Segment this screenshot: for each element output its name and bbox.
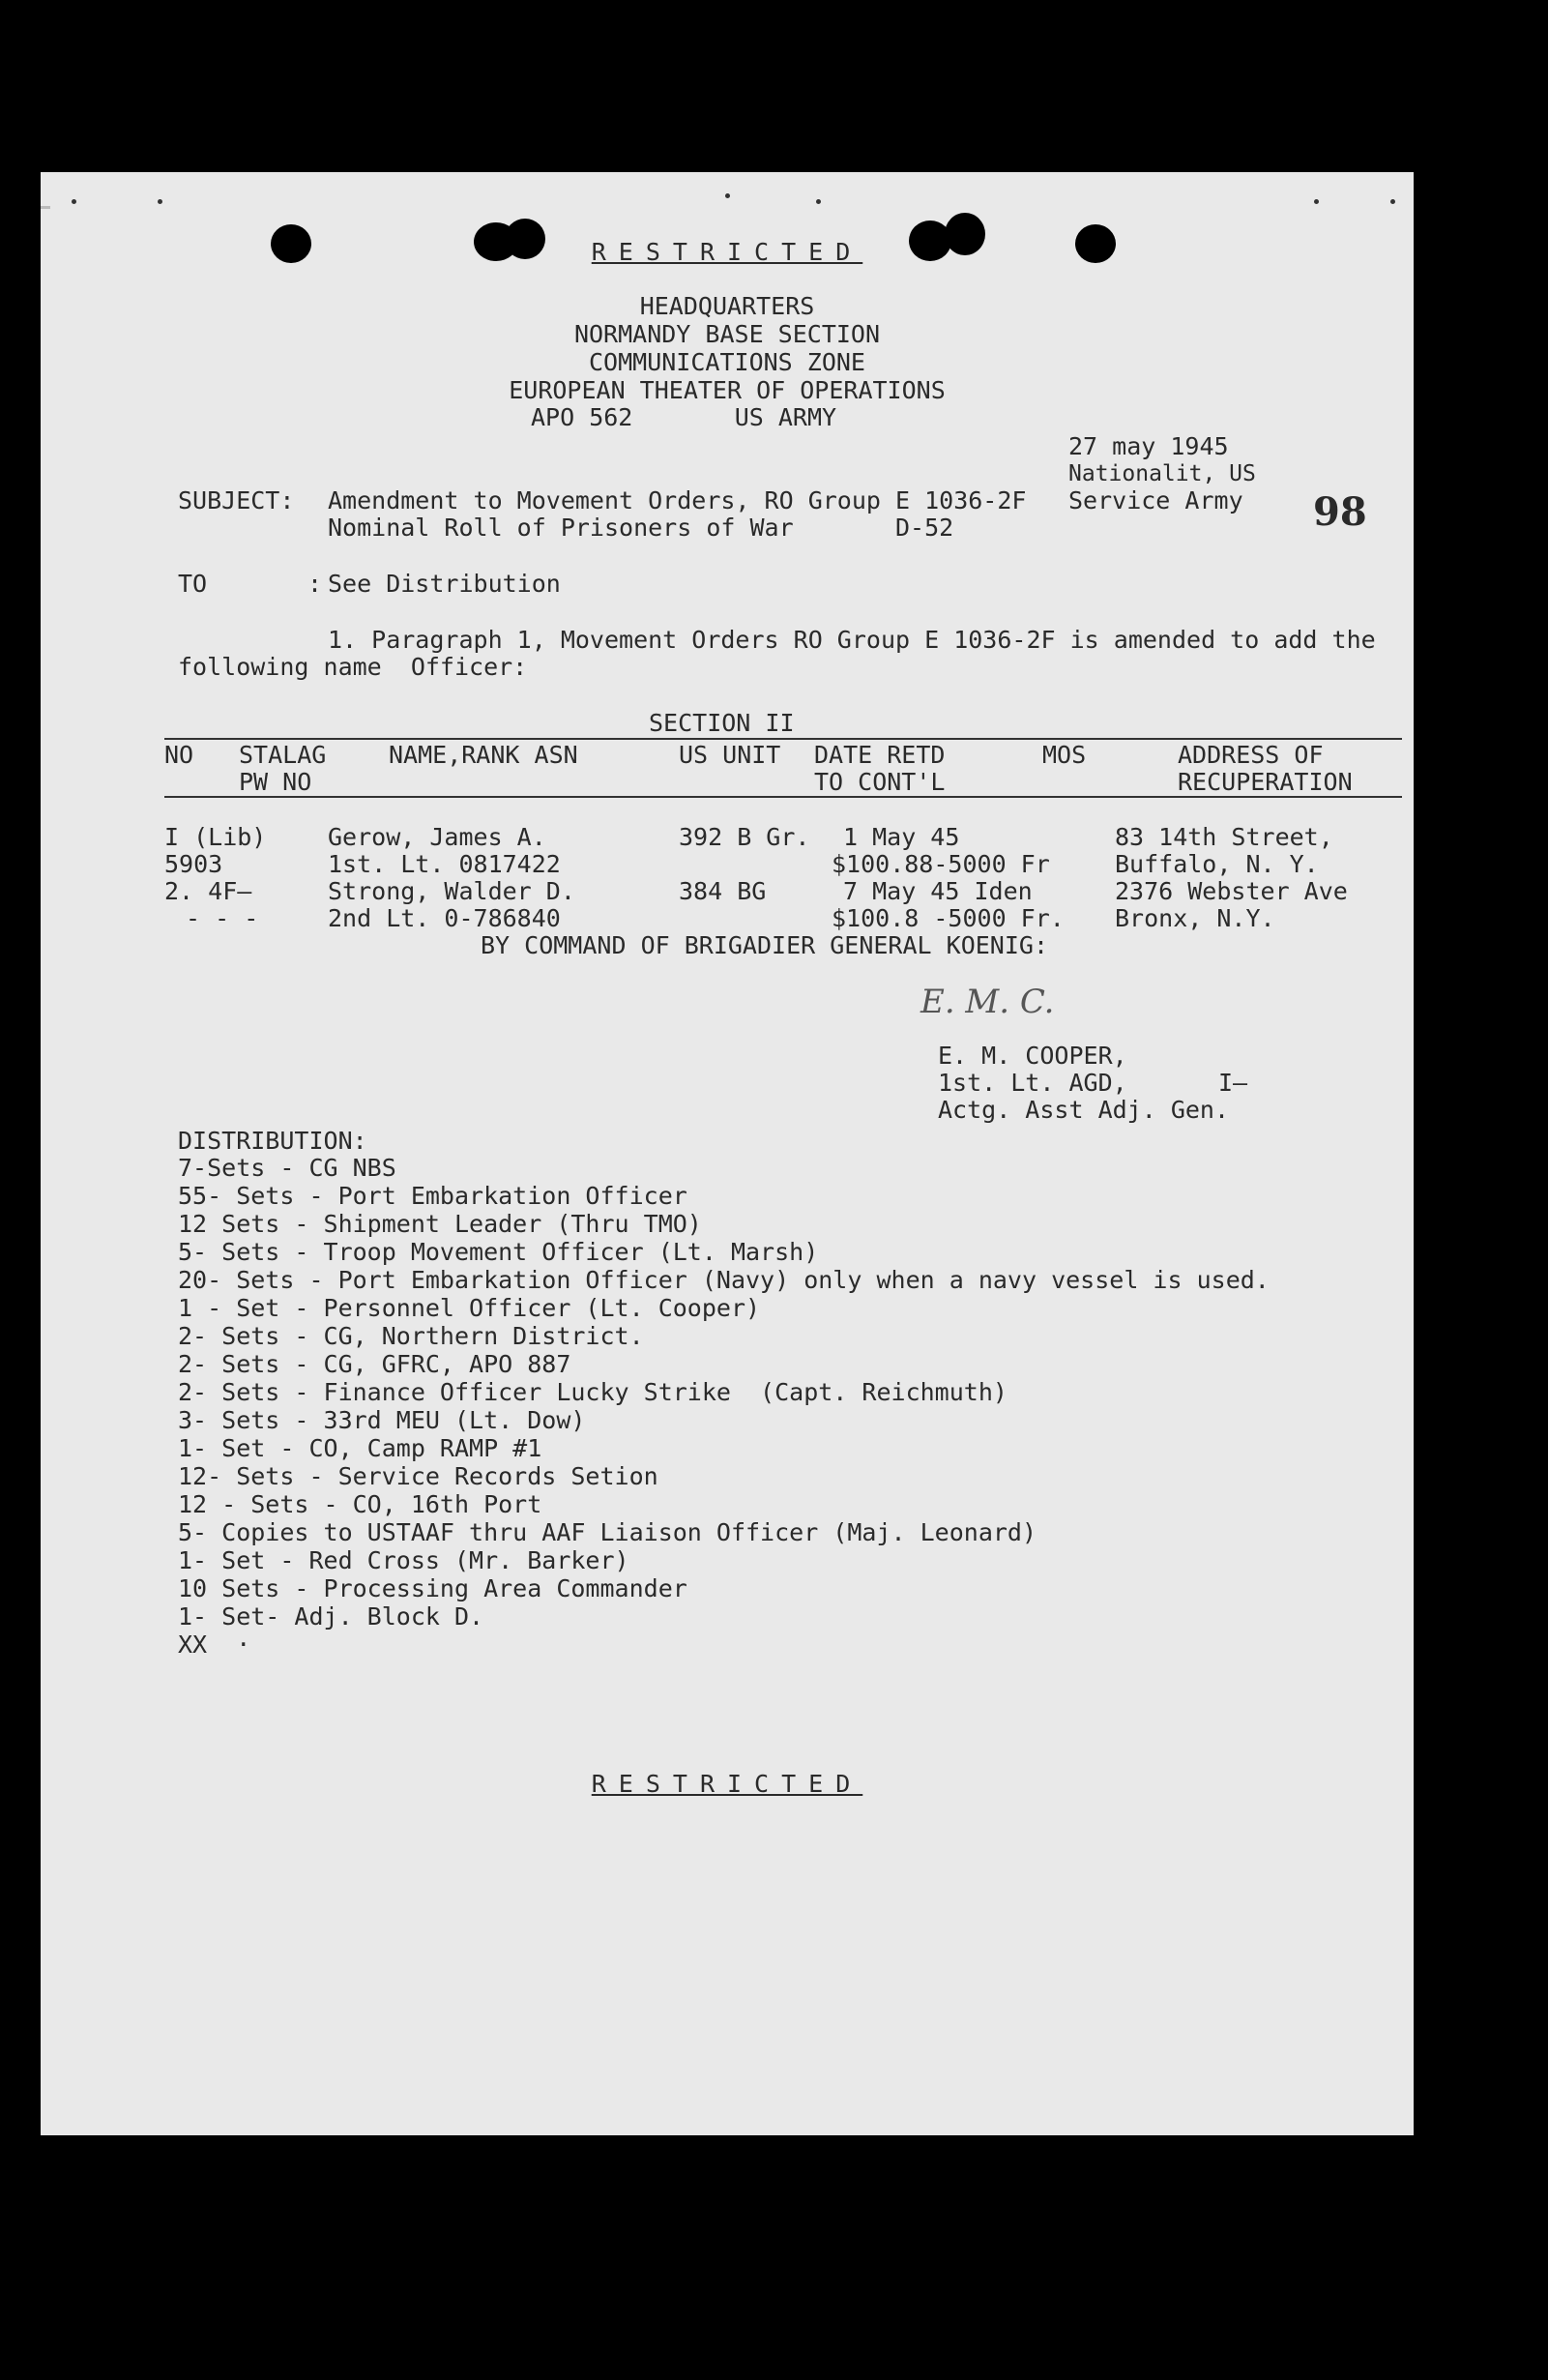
col-header-address: ADDRESS OF <box>1178 741 1324 769</box>
table-cell: 83 14th Street, <box>1115 823 1333 851</box>
subject-line: Amendment to Movement Orders, RO Group E 1036-2F <box>328 486 1027 514</box>
table-cell: 5903 <box>164 850 223 878</box>
distribution-title: DISTRIBUTION: <box>178 1127 367 1155</box>
speck <box>1314 199 1319 204</box>
distribution-item: 7-Sets - CG NBS <box>178 1154 396 1182</box>
distribution-item: 12- Sets - Service Records Setion <box>178 1462 658 1490</box>
table-cell: I (Lib) <box>164 823 267 851</box>
apo-line: APO 562 US ARMY <box>531 403 837 431</box>
table-cell: Buffalo, N. Y. <box>1115 850 1319 878</box>
col-header-stalag: STALAG <box>239 741 327 769</box>
distribution-item: 5- Sets - Troop Movement Officer (Lt. Marsh) <box>178 1238 819 1266</box>
signature-scrawl: E. M. C. <box>920 983 1055 1021</box>
col-header-unit: US UNIT <box>679 741 781 769</box>
date: 27 may 1945 <box>1068 432 1229 460</box>
speck <box>1390 199 1395 204</box>
table-cell: - - - <box>186 904 259 932</box>
col-header-name: NAME,RANK ASN <box>389 741 578 769</box>
table-cell: $100.8 -5000 Fr. <box>832 904 1065 932</box>
org-line: EUROPEAN THEATER OF OPERATIONS <box>509 376 946 404</box>
speck <box>725 193 730 198</box>
table-cell: Gerow, James A. <box>328 823 546 851</box>
distribution-item: 1- Set - CO, Camp RAMP #1 <box>178 1434 542 1462</box>
table-cell: 2376 Webster Ave <box>1115 877 1348 905</box>
org-line: COMMUNICATIONS ZONE <box>589 348 865 376</box>
distribution-item: 55- Sets - Port Embarkation Officer <box>178 1182 687 1210</box>
page-number: 98 <box>1313 489 1367 535</box>
distribution-item: 1 - Set - Personnel Officer (Lt. Cooper) <box>178 1294 761 1322</box>
col-header-cont: TO CONT'L <box>814 768 946 796</box>
section-title: SECTION II <box>649 709 795 737</box>
service: Service Army <box>1068 486 1243 514</box>
col-header-mos: MOS <box>1042 741 1087 769</box>
org-line: NORMANDY BASE SECTION <box>573 320 881 348</box>
distribution-item: 20- Sets - Port Embarkation Officer (Navy) only when a navy vessel is used. <box>178 1266 1270 1294</box>
table-cell: 392 B Gr. <box>679 823 810 851</box>
classification-bottom: RESTRICTED <box>591 1770 863 1798</box>
to-label: TO <box>178 570 208 598</box>
table-cell: 384 BG <box>679 877 767 905</box>
col-header-no: NO <box>164 741 194 769</box>
org-line: HEADQUARTERS <box>639 292 815 320</box>
distribution-item: 10 Sets - Processing Area Commander <box>178 1574 687 1602</box>
table-cell: Bronx, N.Y. <box>1115 904 1275 932</box>
distribution-item: 12 Sets - Shipment Leader (Thru TMO) <box>178 1210 702 1238</box>
document-page <box>41 172 1414 2135</box>
col-header-pw-no: PW NO <box>239 768 312 796</box>
table-rule <box>164 738 1402 740</box>
subject-label: SUBJECT: <box>178 486 295 514</box>
paragraph-line: following name Officer: <box>178 653 528 681</box>
distribution-item: 1- Set- Adj. Block D. <box>178 1602 484 1631</box>
table-cell: 1st. Lt. 0817422 <box>328 850 561 878</box>
speck <box>72 199 76 204</box>
table-cell: 2nd Lt. 0-786840 <box>328 904 561 932</box>
signature-mark: I— <box>1218 1069 1248 1097</box>
nationality: Nationalit, US <box>1068 461 1256 486</box>
distribution-item: 2- Sets - CG, Northern District. <box>178 1322 644 1350</box>
edge-mark <box>41 206 50 209</box>
distribution-item: 5- Copies to USTAAF thru AAF Liaison Officer (Maj. Leonard) <box>178 1518 1037 1546</box>
table-rule <box>164 796 1402 798</box>
col-header-recuperation: RECUPERATION <box>1178 768 1353 796</box>
speck <box>158 199 162 204</box>
command-line: BY COMMAND OF BRIGADIER GENERAL KOENIG: <box>481 931 1048 959</box>
table-cell: 7 May 45 Iden <box>843 877 1033 905</box>
table-cell: Strong, Walder D. <box>328 877 575 905</box>
col-header-date: DATE RETD <box>814 741 946 769</box>
signature-name: E. M. COOPER, <box>938 1042 1127 1070</box>
distribution-item: 12 - Sets - CO, 16th Port <box>178 1490 542 1518</box>
table-cell: $100.88-5000 Fr <box>832 850 1050 878</box>
signature-rank: 1st. Lt. AGD, <box>938 1069 1127 1097</box>
to-colon: : <box>307 570 323 598</box>
distribution-item: XX · <box>178 1631 251 1659</box>
table-cell: 1 May 45 <box>843 823 960 851</box>
classification-top: RESTRICTED <box>591 238 863 266</box>
table-cell: 2. 4F— <box>164 877 252 905</box>
distribution-item: 2- Sets - CG, GFRC, APO 887 <box>178 1350 571 1378</box>
paragraph-line: 1. Paragraph 1, Movement Orders RO Group E 1036-2F is amended to add the <box>328 626 1376 654</box>
distribution-item: 1- Set - Red Cross (Mr. Barker) <box>178 1546 629 1574</box>
speck <box>816 199 821 204</box>
distribution-item: 3- Sets - 33rd MEU (Lt. Dow) <box>178 1406 586 1434</box>
subject-line: Nominal Roll of Prisoners of War D-52 <box>328 514 954 542</box>
signature-title: Actg. Asst Adj. Gen. <box>938 1096 1230 1124</box>
distribution-item: 2- Sets - Finance Officer Lucky Strike (Capt. Reichmuth) <box>178 1378 1008 1406</box>
to-value: See Distribution <box>328 570 561 598</box>
